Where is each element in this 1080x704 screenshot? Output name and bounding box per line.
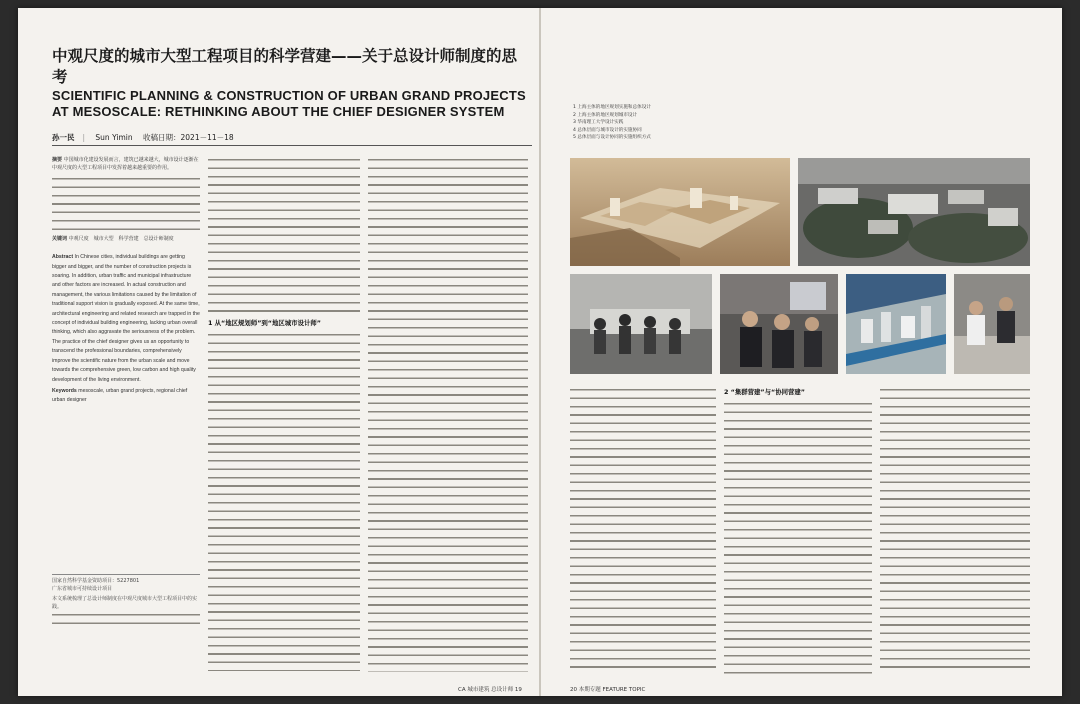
footnote-rule — [52, 574, 200, 575]
abstract-cn-text-lines — [52, 175, 200, 233]
article-title-cn: 中观尺度的城市大型工程项目的科学营建——关于总设计师制度的思考 — [52, 47, 518, 86]
figure-caption-5: 5 总体层面与设计协同的实施组织方式 — [573, 135, 651, 141]
aerial-photo-art — [798, 158, 1030, 266]
figure-caption-1: 1 上海主体的地区规划实施和总体设计 — [573, 105, 651, 110]
body-column-4 — [570, 386, 716, 678]
body-column-5 — [724, 386, 872, 678]
review-photo-art — [954, 274, 1030, 374]
meeting-photo-art — [720, 274, 838, 374]
figure-caption-list — [573, 104, 813, 142]
model-photo-art — [570, 158, 790, 266]
author-cn: 孙一民 — [52, 133, 75, 142]
abstract-en: Abstract In Chinese cities, individual buildings are getting bigger and bigger, and the number of construction projects is soaring. In addition, urban traffic and municipal infrastructure and other factors are increased. In actual construction and management, the various limitations caused by the limitation of traditional support vision is gradually exposed. At the same time, architectural engineering and related research are trapped in the concept of individual building engineering, lacking urban overall thinking, which also aggravate the seriousness of the problem. The practice of the chief designer gives us an opportunity to transcend the professional boundaries, comprehensively improve the scientific nature from the urban scale and move towards the comprehensive green, low carbon and high quality development of the living environment. — [52, 254, 200, 383]
article-title-en: SCIENTIFIC PLANNING & CONSTRUCTION OF URBAN GRAND PROJECTS AT MESOSCALE: RETHINKING ABOUT THE CHIEF DESIGNER SYSTEM — [52, 88, 526, 119]
page-number-left: CA 城市建筑 总设计师 19 — [458, 687, 522, 693]
received-date: 收稿日期：2021－11－18 — [143, 133, 234, 142]
footnote — [52, 577, 200, 628]
section-heading-2: 2 “集群营建”与“协同营建” — [724, 388, 805, 396]
figure-caption-4: 4 总体层面与城市设计的实施协同 — [573, 127, 642, 133]
footnote-fund2: 广东省城市可持续设计项目 — [52, 586, 113, 592]
byline: 孙一民 | Sun Yimin 收稿日期：2021－11－18 — [52, 133, 234, 142]
abstract-column — [52, 156, 200, 556]
author-en: Sun Yimin — [95, 133, 133, 142]
title-rule — [52, 145, 532, 146]
footnote-note: 本文系统梳理了总设计师制度在中观尺度城市大型工程项目中的实践。 — [52, 596, 198, 610]
figure-3-historic-photo — [570, 274, 712, 374]
body-column-6 — [880, 386, 1030, 678]
figure-6-review-photo — [954, 274, 1030, 374]
page-number-right: 20 本期专题 FEATURE TOPIC — [570, 687, 646, 693]
body-column-2 — [208, 156, 360, 676]
magazine-spread — [18, 8, 1062, 696]
figure-caption-3: 3 华南理工大学设计实践 — [573, 120, 624, 126]
color-model-art — [846, 274, 946, 374]
keywords-en: Keywords mesoscale, urban grand projects, regional chief urban designer — [52, 387, 188, 404]
abstract-cn: 摘要 中国城市化建设发展而言，建筑已越来越大，城市设计逐渐在中观尺度的大型工程项目中发挥着越来越重要的作用。 — [52, 157, 199, 172]
figure-1-model-photo — [570, 158, 790, 266]
footnote-lines — [52, 611, 200, 628]
section-heading-1: 1 从“地区规划师”到“地区城市设计师” — [208, 319, 321, 327]
body-column-3 — [368, 156, 528, 676]
keywords-cn: 关键词 中观尺度 城市大型 科学营建 总设计师制度 — [52, 235, 174, 242]
spine-gutter — [539, 8, 541, 696]
figure-5-model-photo — [846, 274, 946, 374]
historic-photo-art — [570, 274, 712, 374]
figure-4-meeting-photo — [720, 274, 838, 374]
footnote-fund: 国家自然科学基金资助项目：5227801 — [52, 578, 140, 584]
figure-2-aerial-photo — [798, 158, 1030, 266]
figure-caption-2: 2 上海主体的地区规划城市设计 — [573, 112, 638, 118]
